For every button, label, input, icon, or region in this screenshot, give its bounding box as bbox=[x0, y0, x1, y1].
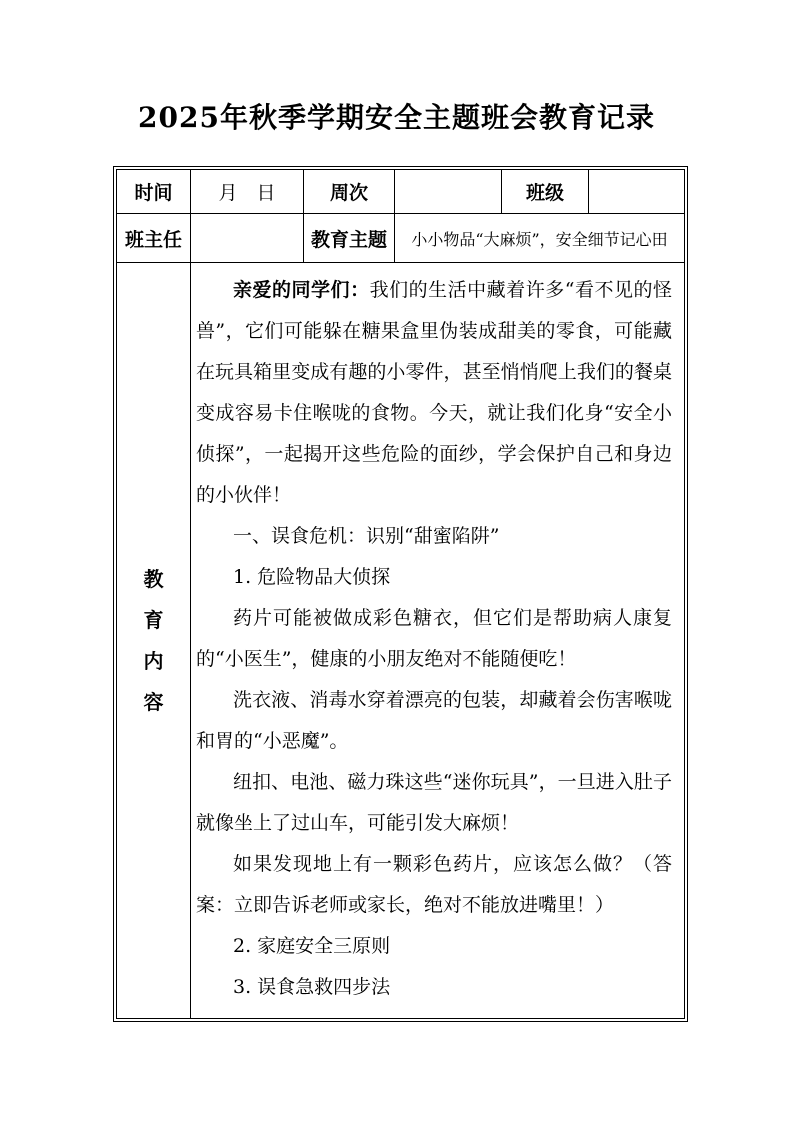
week-label-cell: 周次 bbox=[304, 170, 395, 213]
paragraph-item-2: 2. 家庭安全三原则 bbox=[233, 935, 391, 957]
paragraph-detergent: 洗衣液、消毒水穿着漂亮的包装，却藏着会伤害喉咙和胃的“小恶魔”。 bbox=[196, 689, 672, 752]
page-title: 2025年秋季学期安全主题班会教育记录 bbox=[138, 101, 655, 134]
paragraph-item-3: 3. 误食急救四步法 bbox=[233, 976, 391, 998]
class-label-cell: 班级 bbox=[502, 170, 589, 213]
paragraph-intro-body: 我们的生活中藏着许多“看不见的怪兽”，它们可能躲在糖果盒里伪装成甜美的零食，可能藏在玩具箱里变成有趣的小零件，甚至悄悄爬上我们的餐桌变成容易卡住喉咙的食物。今天，就让我们化身“安全小侦探”，一起揭开这些危险的面纱，学会保护自己和身边的小伙伴！ bbox=[196, 279, 672, 506]
teacher-label-cell: 班主任 bbox=[117, 214, 191, 262]
paragraph-intro bbox=[196, 270, 672, 516]
header-row-2 bbox=[117, 214, 684, 263]
time-label-cell: 时间 bbox=[117, 170, 191, 213]
content-row bbox=[117, 263, 684, 1018]
content-cell bbox=[191, 263, 684, 1018]
paragraph-section-1: 一、误食危机：识别“甜蜜陷阱” bbox=[233, 525, 500, 547]
paragraph-question: 如果发现地上有一颗彩色药片，应该怎么做？（答案：立即告诉老师或家长，绝对不能放进嘴里！） bbox=[196, 853, 672, 916]
paragraph-buttons: 纽扣、电池、磁力珠这些“迷你玩具”，一旦进入肚子就像坐上了过山车，可能引发大麻烦！ bbox=[196, 771, 672, 834]
time-value-field[interactable]: 月 日 bbox=[191, 170, 304, 213]
teacher-value-field[interactable] bbox=[191, 214, 304, 262]
paragraph-intro-lead: 亲爱的同学们： bbox=[233, 279, 370, 301]
header-row-1 bbox=[117, 170, 684, 214]
paragraph-pills: 药片可能被做成彩色糖衣，但它们是帮助病人康复的“小医生”，健康的小朋友绝对不能随便吃！ bbox=[196, 607, 672, 670]
content-label-char: 容 bbox=[143, 689, 164, 714]
paragraph-item-1: 1. 危险物品大侦探 bbox=[233, 566, 391, 588]
content-label-cell bbox=[117, 263, 191, 1018]
content-label-char: 育 bbox=[143, 607, 164, 632]
theme-value-cell: 小小物品“大麻烦”，安全细节记心田 bbox=[411, 229, 668, 249]
week-value-field[interactable] bbox=[395, 170, 502, 213]
content-label-char: 内 bbox=[143, 648, 164, 673]
content-label-char: 教 bbox=[143, 566, 164, 591]
theme-label-cell: 教育主题 bbox=[304, 214, 395, 262]
record-table bbox=[113, 166, 688, 1022]
class-value-field[interactable] bbox=[589, 170, 684, 213]
